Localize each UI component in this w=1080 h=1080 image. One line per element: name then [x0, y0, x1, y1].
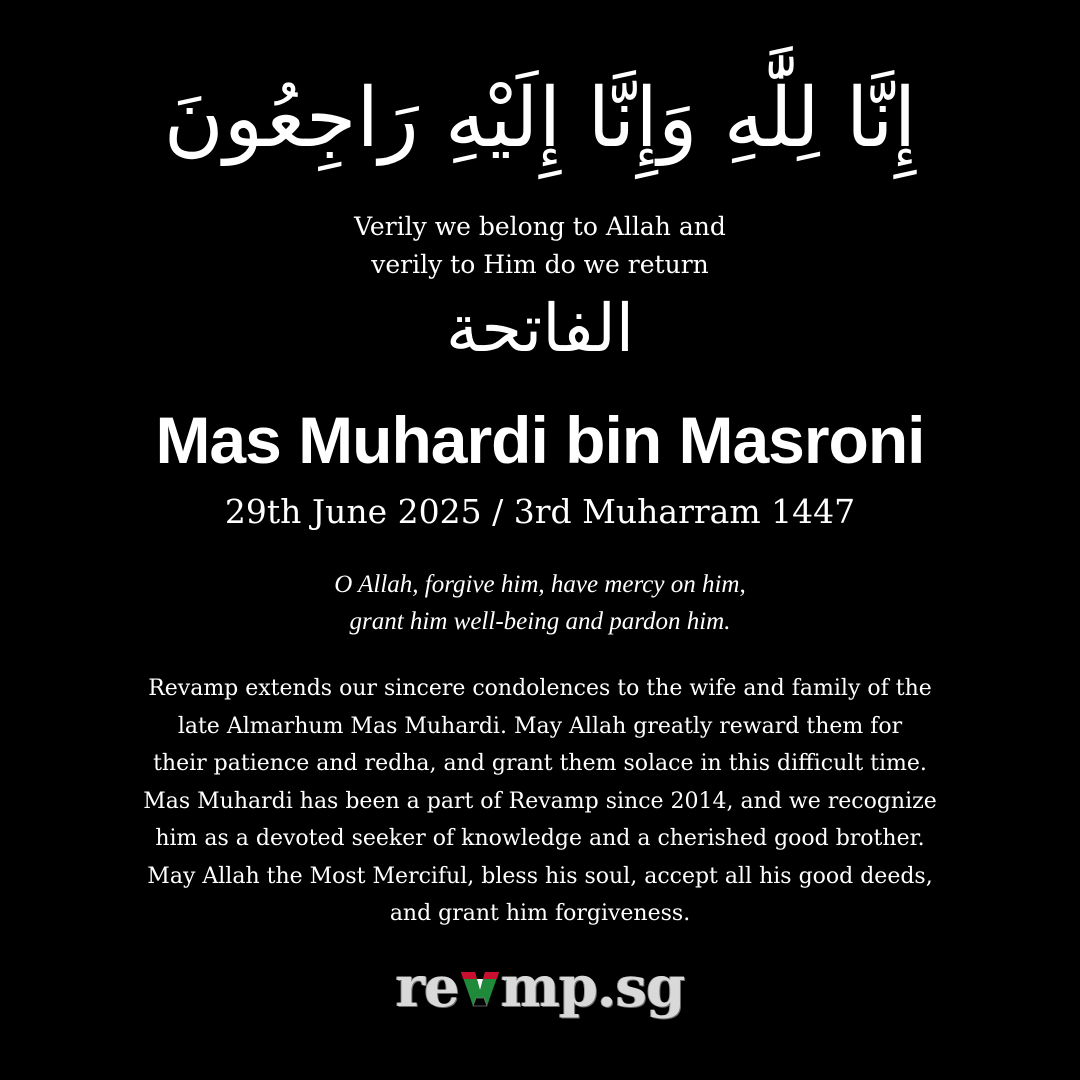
- condolence-line: Mas Muhardi has been a part of Revamp since 2014, and we recognize: [143, 788, 937, 814]
- condolence-line: him as a devoted seeker of knowledge and a cherished good brother.: [155, 826, 925, 851]
- translation-line-1: Verily we belong to Allah and: [354, 212, 726, 241]
- palestine-flag-v-icon: [460, 957, 500, 997]
- translation-line-2: verily to Him do we return: [371, 250, 709, 279]
- prayer: [0, 566, 1080, 640]
- logo-text-end: mp.sg: [500, 954, 685, 1020]
- revamp-logo: [0, 955, 1080, 1019]
- condolence-line: their patience and redha, and grant them solace in this difficult time.: [153, 751, 927, 776]
- arabic-fatihah: الفاتحة: [445, 290, 635, 367]
- condolence-line: and grant him forgiveness.: [389, 901, 691, 926]
- condolence-line: late Almarhum Mas Muhardi. May Allah greatly reward them for: [177, 713, 903, 739]
- verse-translation: [0, 208, 1080, 284]
- date-line: 29th June 2025 / 3rd Muharram 1447: [224, 492, 856, 531]
- prayer-line-1: O Allah, forgive him, have mercy on him,: [334, 571, 746, 598]
- condolence-line: Revamp extends our sincere condolences to the wife and family of the: [148, 676, 932, 701]
- condolence-line: May Allah the Most Merciful, bless his soul, accept all his good deeds,: [147, 863, 933, 889]
- logo-text-start: re: [395, 954, 459, 1020]
- prayer-line-2: grant him well-being and pardon him.: [349, 608, 731, 635]
- condolence-message: [60, 670, 1020, 933]
- deceased-name: Mas Muhardi bin Masroni: [155, 403, 925, 477]
- arabic-verse: إِنَّا لِلَّٰهِ وَإِنَّا إِلَيْهِ رَاجِعُونَ: [163, 71, 917, 166]
